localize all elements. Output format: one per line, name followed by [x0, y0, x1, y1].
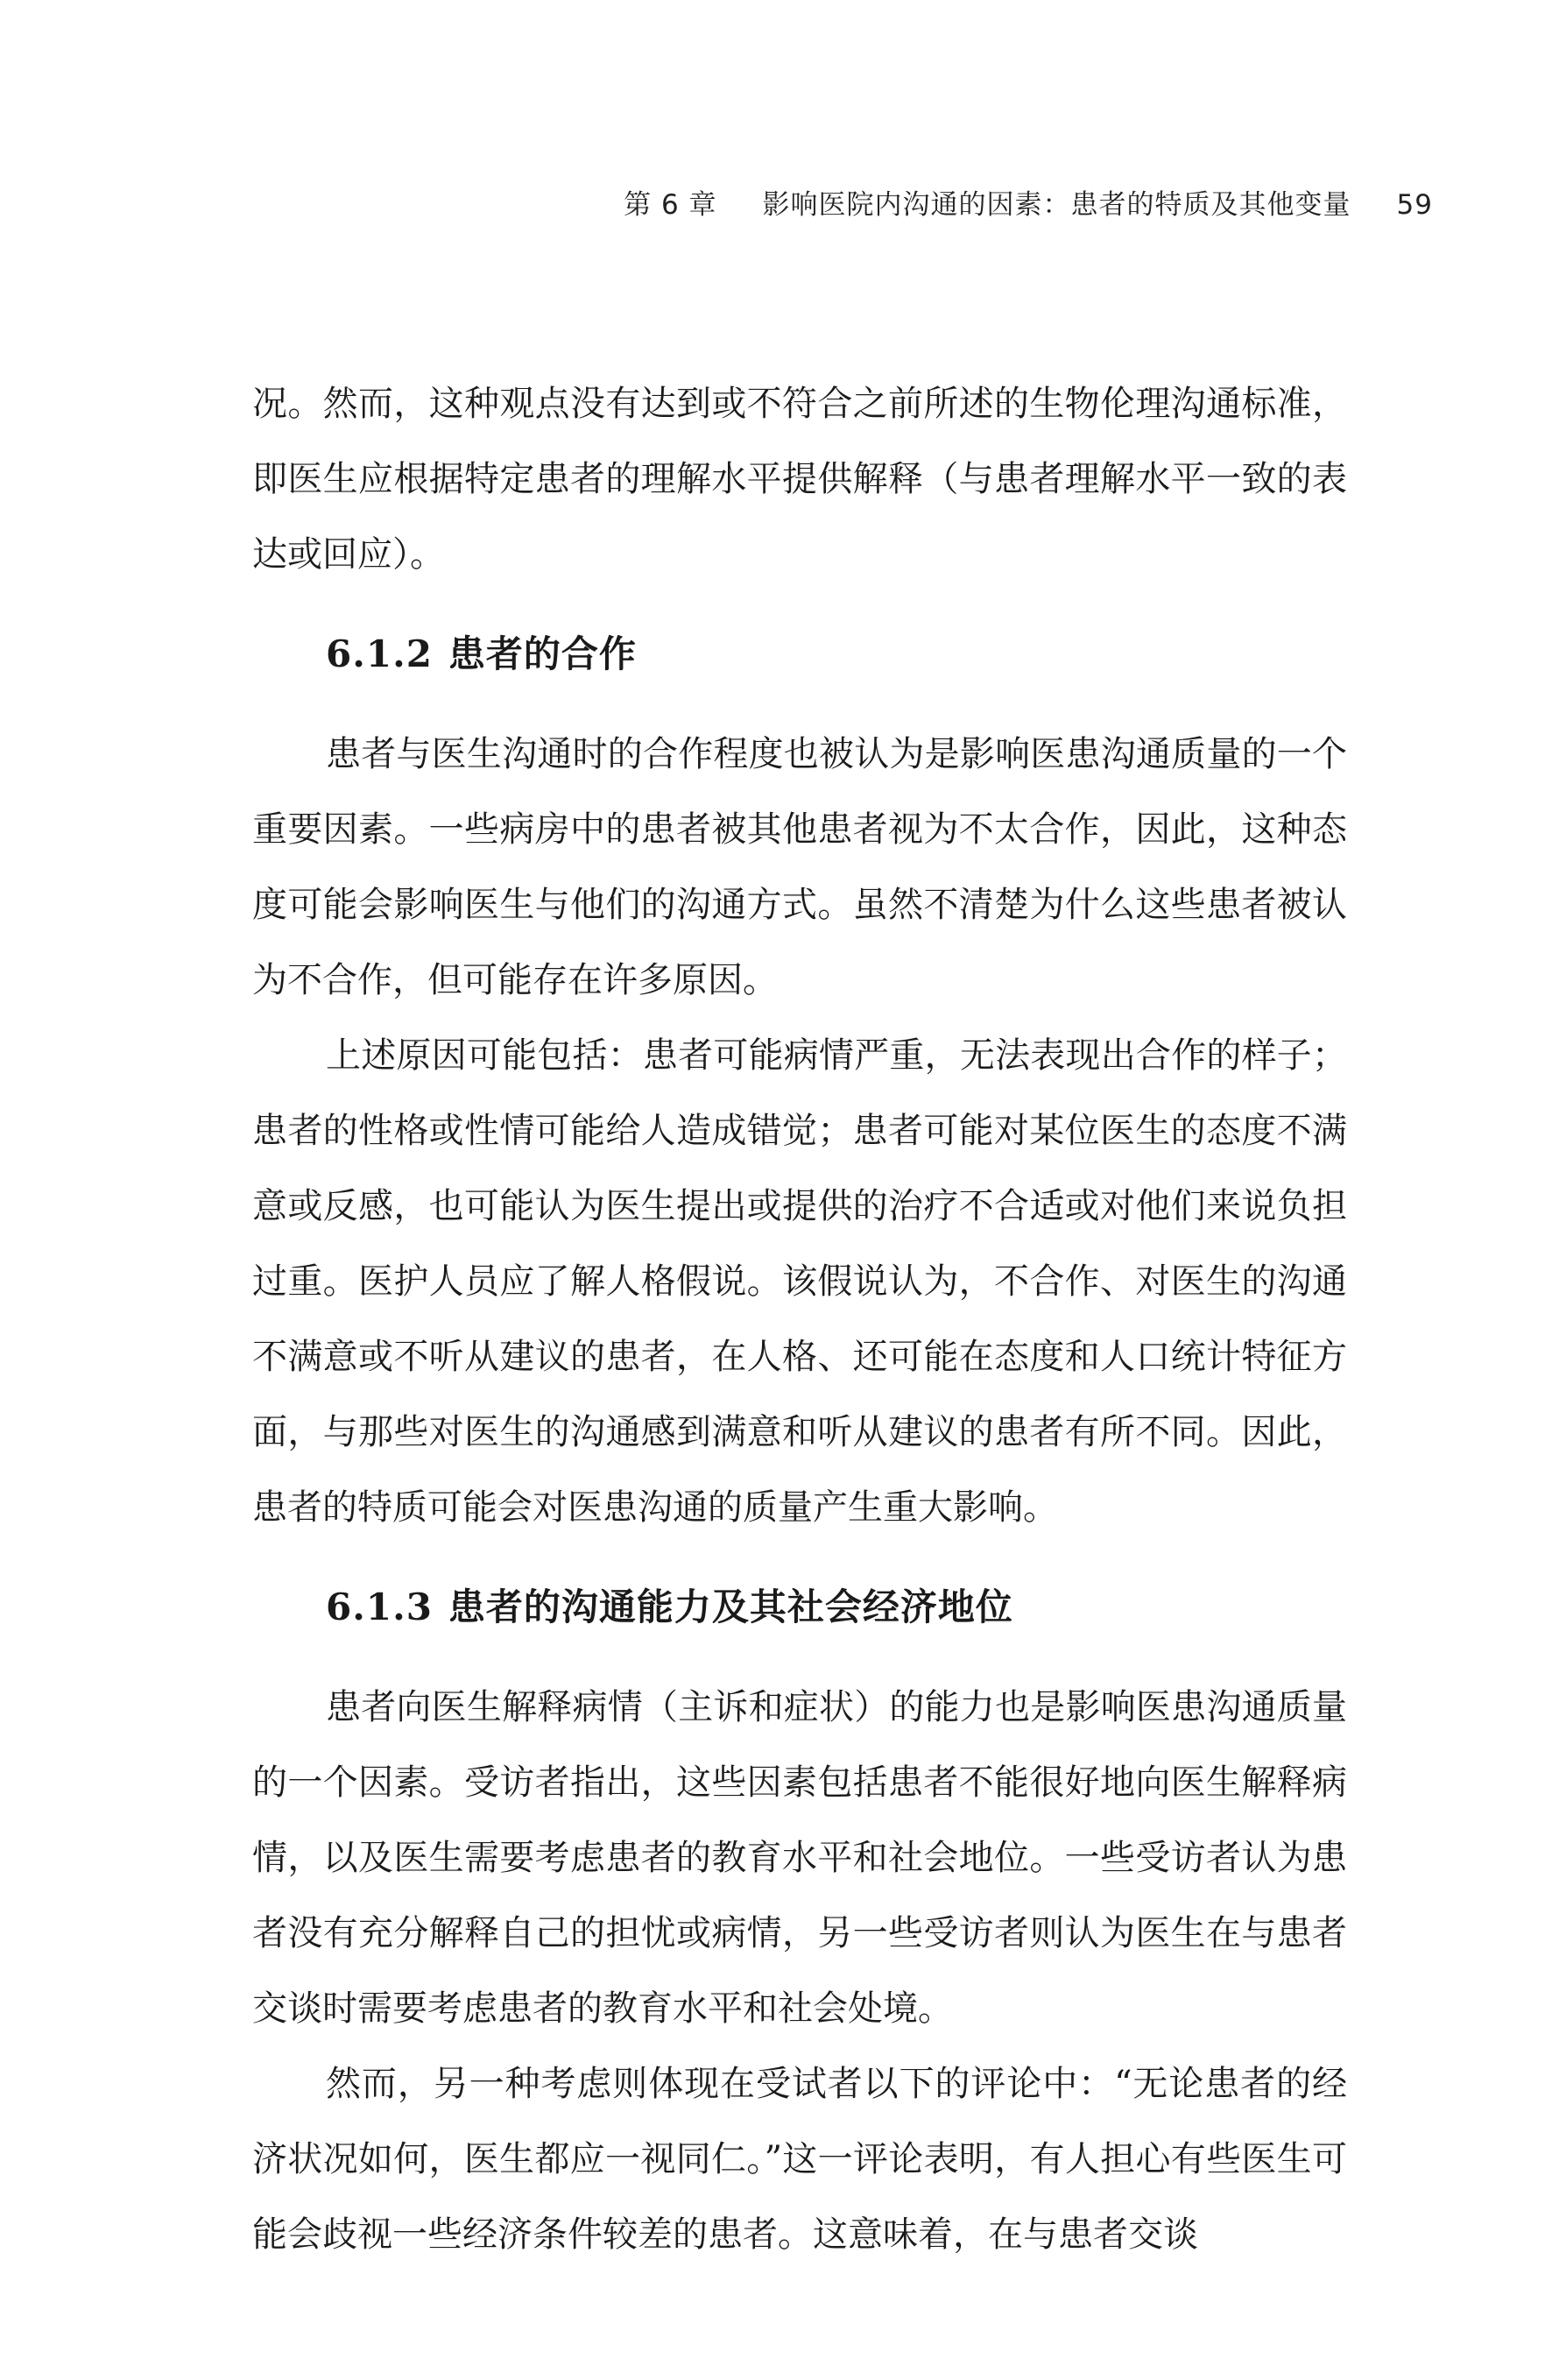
paragraph: 上述原因可能包括：患者可能病情严重，无法表现出合作的样子；患者的性格或性情可能给人造成错觉；患者可能对某位医生的态度不满意或反感，也可能认为医生提出或提供的治疗不合适或对他们来说负担过重。医护人员应了解人格假说。该假说认为，不合作、对医生的沟通不满意或不听从建议的患者，在人格、还可能在态度和人口统计特征方面，与那些对医生的沟通感到满意和听从建议的患者有所不同。因此，患者的特质可能会对医患沟通的质量产生重大影响。: [252, 1035, 1347, 1528]
chapter-label: 第 6 章: [624, 189, 717, 221]
section-title: 患者的合作: [448, 632, 637, 675]
section-heading-6-1-2: [252, 617, 1347, 692]
paragraph: 然而，另一种考虑则体现在受试者以下的评论中：“无论患者的经济状况如何，医生都应一视同仁。”这一评论表明，有人担心有些医生可能会歧视一些经济条件较差的患者。这意味着，在与患者交谈: [252, 2064, 1347, 2255]
paragraph-continuation: 况。然而，这种观点没有达到或不符合之前所述的生物伦理沟通标准，即医生应根据特定患者的理解水平提供解释（与患者理解水平一致的表达或回应）。: [252, 384, 1347, 575]
body-text: [252, 366, 1347, 2272]
section-number: 6.1.3: [326, 1585, 433, 1628]
paragraph: 患者向医生解释病情（主诉和症状）的能力也是影响医患沟通质量的一个因素。受访者指出，这些因素包括患者不能很好地向医生解释病情，以及医生需要考虑患者的教育水平和社会地位。一些受访者认为患者没有充分解释自己的担忧或病情，另一些受访者则认为医生在与患者交谈时需要考虑患者的教育水平和社会处境。: [252, 1687, 1347, 2029]
section-heading-6-1-3: [252, 1570, 1347, 1645]
section-number: 6.1.2: [326, 632, 433, 675]
page-number: 59: [1396, 189, 1433, 221]
section-title: 患者的沟通能力及其社会经济地位: [448, 1585, 1013, 1628]
paragraph: 患者与医生沟通时的合作程度也被认为是影响医患沟通质量的一个重要因素。一些病房中的患者被其他患者视为不太合作，因此，这种态度可能会影响医生与他们的沟通方式。虽然不清楚为什么这些患者被认为不合作，但可能存在许多原因。: [252, 734, 1347, 1000]
chapter-title: 影响医院内沟通的因素：患者的特质及其他变量: [762, 189, 1351, 221]
running-header: [624, 182, 1433, 222]
